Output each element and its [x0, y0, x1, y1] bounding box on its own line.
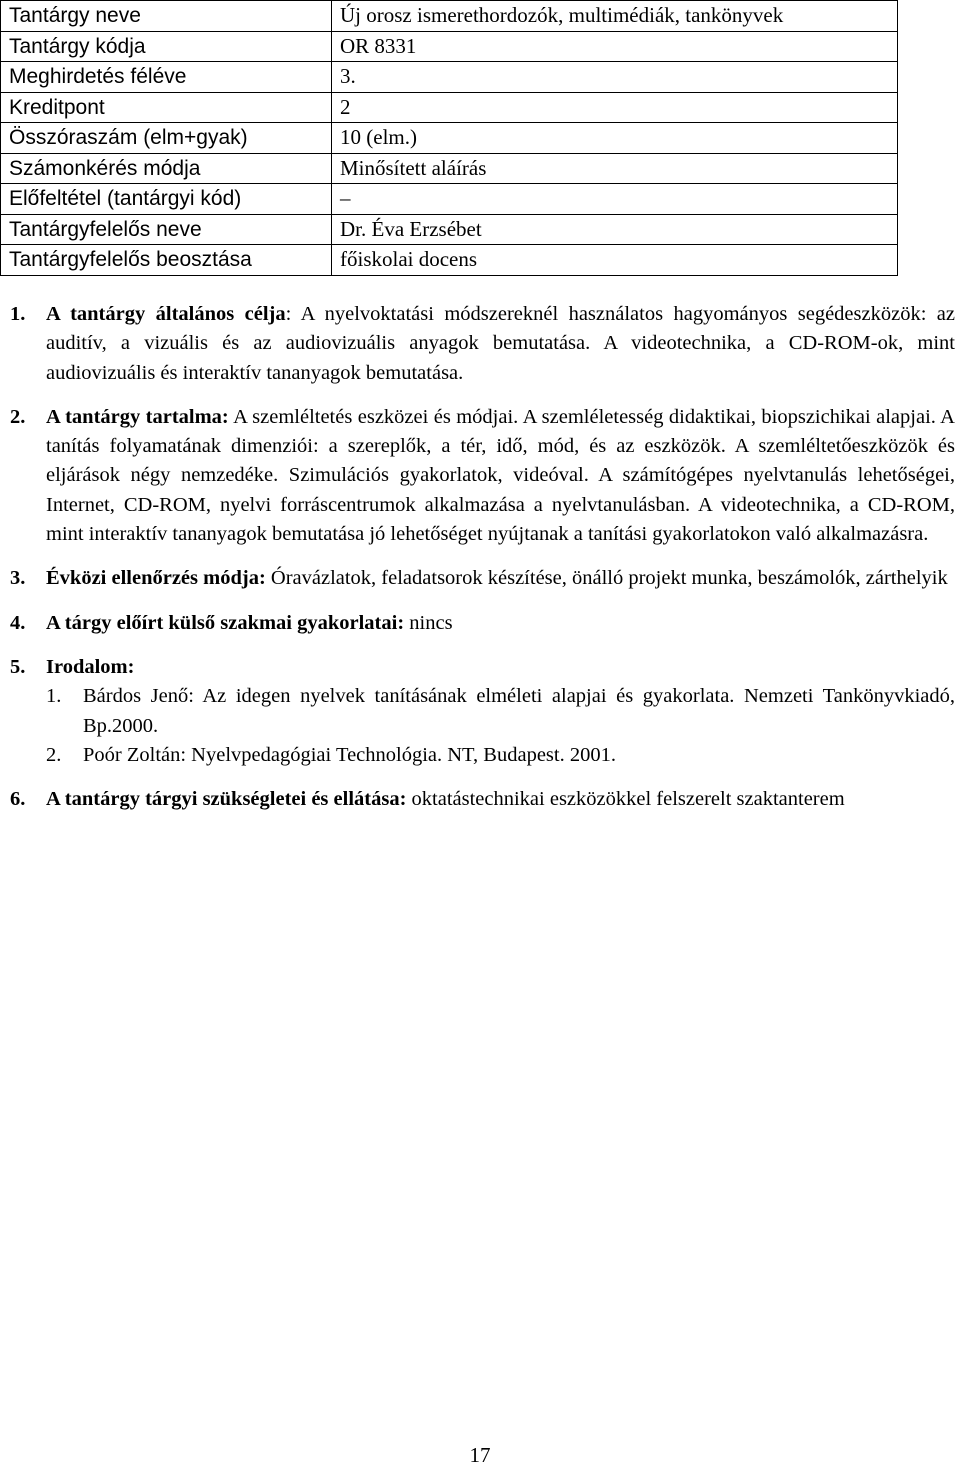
row-label: Tantárgy neve: [1, 1, 332, 32]
section-number: 2.: [10, 405, 26, 428]
section-text: nincs: [409, 611, 453, 634]
page-number: 17: [469, 1443, 491, 1467]
row-label: Összóraszám (elm+gyak): [1, 123, 332, 154]
row-label: Tantárgyfelelős neve: [1, 214, 332, 245]
section-assessment: [10, 564, 955, 593]
table-row: [1, 214, 898, 245]
section-number: 5.: [10, 655, 26, 678]
table-row: [1, 245, 898, 276]
section-heading: Évközi ellenőrzés módja:: [46, 567, 266, 590]
section-material-needs: [10, 785, 955, 814]
list-item: [46, 741, 955, 770]
table-row: [1, 1, 898, 32]
table-row: [1, 184, 898, 215]
row-label: Kreditpont: [1, 92, 332, 123]
list-item: [46, 682, 955, 741]
section-number: 3.: [10, 567, 26, 590]
section-heading: A tárgy előírt külső szakmai gyakorlatai:: [46, 611, 405, 634]
section-external-practice: [10, 609, 955, 638]
section-number: 4.: [10, 611, 26, 634]
table-row: [1, 92, 898, 123]
table-row: [1, 62, 898, 93]
row-value: –: [340, 186, 351, 211]
section-literature: [10, 653, 955, 770]
row-value: 3.: [340, 64, 356, 89]
row-value: 10 (elm.): [340, 125, 417, 150]
section-text: Óravázlatok, feladatsorok készítése, önálló projekt munka, beszámolók, zárthelyik: [270, 567, 948, 590]
table-row: [1, 123, 898, 154]
section-text: oktatástechnikai eszközökkel felszerelt szaktanterem: [411, 788, 845, 811]
row-value: főiskolai docens: [340, 247, 478, 272]
list-item-text: Bárdos Jenő: Az idegen nyelvek tanításának elméleti alapjai és gyakorlata. Nemzeti Tankönyvkiadó, Bp.2000.: [83, 685, 955, 737]
section-heading: A tantárgy tartalma:: [46, 405, 229, 428]
row-value: OR 8331: [340, 33, 417, 58]
row-value: Minősített aláírás: [340, 155, 487, 180]
row-value: Dr. Éva Erzsébet: [340, 216, 482, 241]
section-heading: Irodalom:: [46, 655, 135, 678]
section-text: A szemléltetés eszközei és módjai. A szemléletesség didaktikai, biopszichikai alapjai. A tanítás folyamatának dimenziói: a szereplők, a tér, idő, mód, és az eszközök. A szemléltetőeszközök és eljárások négy nemzedéke. Szimulációs gyakorlatok, videóval. A számítógépes nyelvtanulás lehetőségei, Internet, CD-ROM, nyelvi forráscentrumok alkalmazása a nyelvtanulásban. A videotechnika, a CD-ROM, mint interaktív tananyagok bemutatása jó lehetőséget nyújtanak a tanítási gyakorlatokon való alkalmazásra.: [46, 405, 955, 546]
course-description: [10, 300, 955, 829]
row-label: Számonkérés módja: [1, 153, 332, 184]
list-item-number: 2.: [46, 743, 62, 766]
section-number: 1.: [10, 303, 26, 325]
section-number: 6.: [10, 788, 26, 811]
table-row: [1, 153, 898, 184]
literature-list: [46, 682, 955, 770]
list-item-number: 1.: [46, 685, 62, 708]
row-label: Meghirdetés féléve: [1, 62, 332, 93]
section-content: [10, 403, 955, 549]
row-label: Tantárgy kódja: [1, 31, 332, 62]
row-value: Új orosz ismerethordozók, multimédiák, tankönyvek: [340, 3, 784, 28]
section-text: A nyelvoktatási módszereknél használatos hagyományos segédeszközök: az auditív, a vizuális és az audiovizuális anyagok bemutatása. A videotechnika, a CD-ROM-ok, mint audiovizuális és interaktív tananyagok bemutatása.: [46, 303, 955, 384]
list-item-text: Poór Zoltán: Nyelvpedagógiai Technológia. NT, Budapest. 2001.: [83, 743, 616, 766]
row-label: Előfeltétel (tantárgyi kód): [1, 184, 332, 215]
section-heading: A tantárgy tárgyi szükségletei és ellátása:: [46, 788, 407, 811]
section-heading: A tantárgy általános célja: [46, 303, 286, 325]
row-value: 2: [340, 94, 351, 119]
row-label: Tantárgyfelelős beosztása: [1, 245, 332, 276]
table-row: [1, 31, 898, 62]
section-separator: :: [285, 303, 301, 325]
section-general-goal: [10, 300, 955, 388]
course-info-body: [1, 1, 898, 276]
course-info-table: [0, 0, 898, 276]
